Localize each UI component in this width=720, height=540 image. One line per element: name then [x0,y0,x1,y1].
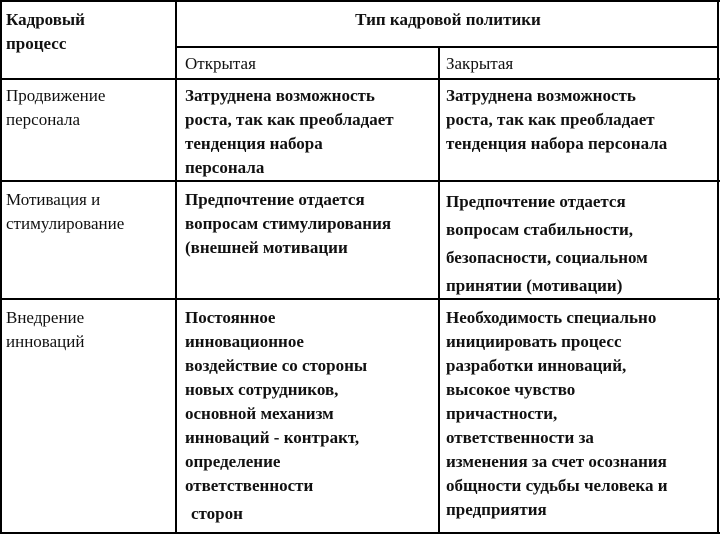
row-divider-2 [0,180,720,182]
header-process-line: процесс [6,34,67,53]
row-1-closed: Затруднена возможность роста, так как преобладает тенденция набора персонала [446,86,668,153]
row-2-closed: Предпочтение отдается вопросам стабильности, безопасности, социальном принятии (мотивации) [446,192,648,295]
col-divider-1 [175,0,177,534]
header-policy-type: Тип кадровой политики [355,10,541,29]
row-2-open: Предпочтение отдается вопросам стимулирования (внешней мотивации [185,190,392,257]
row-3-closed: Необходимость специально инициировать процесс разработки инноваций, высокое чувство причастности, ответственности за изменения за счет осознания общности судьбы человека и предприятия [446,308,668,519]
row-3-process: Внедрение инноваций [6,308,85,351]
row-2-process: Мотивация и стимулирование [6,190,125,233]
row-3-open: Постоянное инновационное воздействие со стороны новых сотрудников, основной механизм инноваций - контракт, определение ответственности сторон [185,308,368,523]
row-1-process: Продвижение персонала [6,86,106,129]
border-right [717,0,719,534]
col-divider-2 [438,46,440,534]
header-open: Открытая [185,54,256,73]
border-bottom [0,532,720,534]
row-1-open: Затруднена возможность роста, так как преобладает тенденция набора персонала [185,86,394,177]
header-process-line: Кадровый [6,10,85,29]
border-top [0,0,720,2]
row-divider-1 [0,78,720,80]
border-left [0,0,2,534]
header-subdivider [175,46,719,48]
header-process-cell [6,8,85,56]
header-closed: Закрытая [446,54,514,73]
